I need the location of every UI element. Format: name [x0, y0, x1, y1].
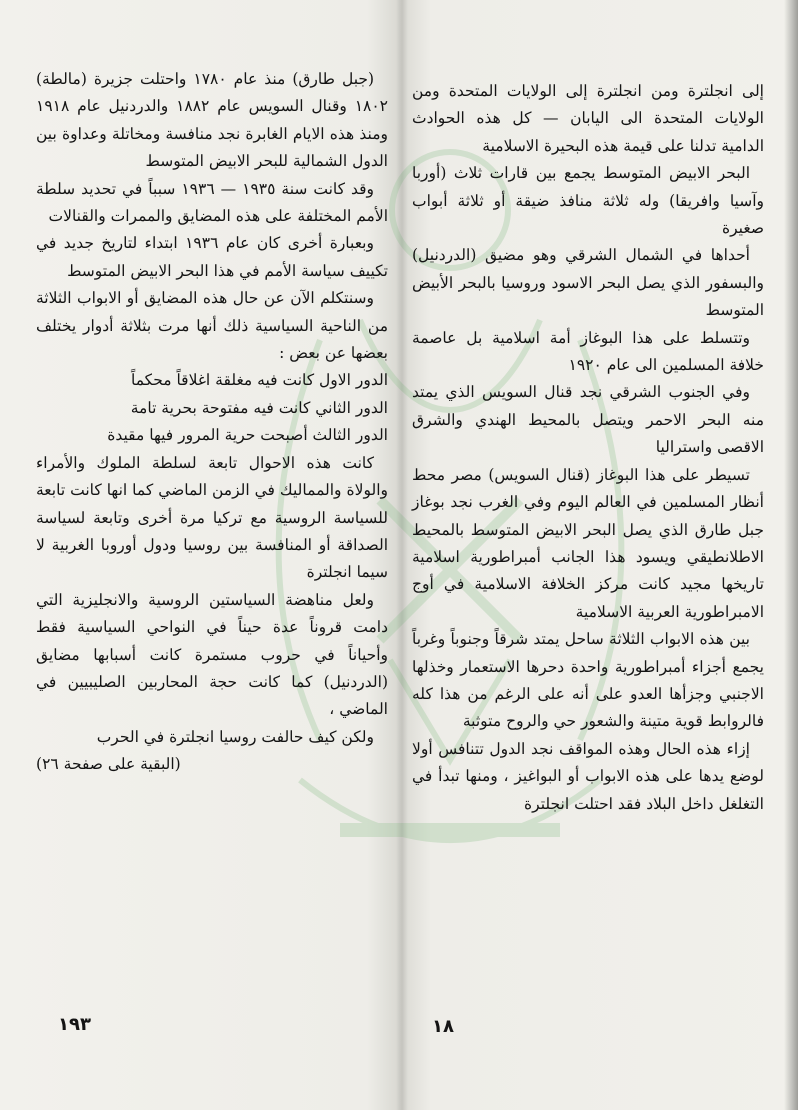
paragraph: وتتسلط على هذا البوغاز أمة اسلامية بل عاصمة خلافة المسلمين الى عام ١٩٢٠	[412, 328, 764, 375]
list-item: الدور الاول كانت فيه مغلقة اغلاقاً محكماً	[130, 371, 388, 390]
paragraph: أحداها في الشمال الشرقي وهو مضيق (الدردنيل) والبسفور الذي يصل البحر الاسود وروسيا بالبحر الأبيض المتوسط	[412, 246, 764, 320]
paragraph: تسيطر على هذا البوغاز (قنال السويس) مصر محط أنظار المسلمين في العالم اليوم وفي الغرب نجد بوغاز جبل طارق الذي يصل البحر الابيض المتوسط بالمحيط الاطلانطيقي ويسود هذا الجانب أمبراطورية اسلامية تاريخها مجيد كانت مركز الخلافة الاسلامية في أوج الامبراطورية العربية الاسلامية	[412, 465, 764, 621]
paragraph: ولكن كيف حالفت روسيا انجلترة في الحرب	[96, 727, 374, 746]
paragraph: البحر الابيض المتوسط يجمع بين قارات ثلاث (أوربا وآسيا وافريقا) وله ثلاثة منافذ ضيقة أو ثلاثة أبواب صغيرة	[412, 164, 764, 238]
list-item: الدور الثاني كانت فيه مفتوحة بحرية تامة	[130, 398, 388, 417]
list-item: الدور الثالث أصبحت حرية المرور فيها مقيدة	[107, 426, 388, 445]
paragraph: وبعبارة أخرى كان عام ١٩٣٦ ابتداء لتاريخ جديد في تكييف سياسة الأمم في هذا البحر الابيض المتوسط	[36, 234, 388, 280]
paragraph: كانت هذه الاحوال تابعة لسلطة الملوك والأمراء والولاة والمماليك في الزمن الماضي كما انها كانت تابعة للسياسة الروسية مع تركيا مرة أخرى وتابعة لسياسة الصداقة أو المنافسة بين روسيا ودول أوروبا الغربية لا سيما انجلترة	[36, 453, 388, 582]
page-edge-shadow	[784, 0, 798, 1110]
paragraph: إزاء هذه الحال وهذه المواقف نجد الدول تتنافس أولا لوضع يدها على هذه الابواب أو البواغيز ، ومنها تبدأ في التغلغل داخل البلاد فقد احتلت انجلترة	[412, 739, 764, 813]
paragraph: ولعل مناهضة السياستين الروسية والانجليزية التي دامت قروناً عدة حيناً في النواحي السياسية فقط وأحياناً في حروب مستمرة كانت أسبابها مضايق (الدردنيل) كما كانت حجة المحاربين الصليبيين في الماضي ،	[36, 590, 388, 719]
paragraph: (جبل طارق) منذ عام ١٧٨٠ واحتلت جزيرة (مالطة) ١٨٠٢ وقنال السويس عام ١٨٨٢ والدردنيل عام ١٩١٨ ومنذ هذه الايام الغابرة نجد منافسة ومخاتلة وعداوة بين الدول الشمالية للبحر الابيض المتوسط	[36, 70, 388, 171]
paragraph: وسنتكلم الآن عن حال هذه المضايق أو الابواب الثلاثة من الناحية السياسية ذلك أنها مرت بثلاثة أدوار يختلف بعضها عن بعض :	[36, 289, 388, 363]
continuation-note: (البقية على صفحة ٢٦)	[36, 755, 181, 774]
paragraph: إلى انجلترة ومن انجلترة إلى الولايات المتحدة ومن الولايات المتحدة الى اليابان — كل هذه الحوادث الدامية تدلنا على قيمة هذه البحيرة الاسلامية	[412, 82, 764, 155]
left-column	[36, 66, 388, 779]
page-number-right: ١٨	[432, 1016, 454, 1037]
page-number-left: ١٩٣	[58, 1014, 91, 1035]
paragraph: وفي الجنوب الشرقي نجد قنال السويس الذي يمتد منه البحر الاحمر ويتصل بالمحيط الهندي والشرق الاقصى واستراليا	[412, 383, 764, 457]
paragraph: وقد كانت سنة ١٩٣٥ — ١٩٣٦ سبباً في تحديد سلطة الأمم المختلفة على هذه المضايق والممرات والقنالات	[36, 179, 388, 226]
right-column	[412, 78, 764, 818]
page-fold	[396, 0, 408, 1110]
paragraph: بين هذه الابواب الثلاثة ساحل يمتد شرقاً وجنوباً وغرباً يجمع أجزاء أمبراطورية واحدة دحرها الاستعمار وخذلها الاجنبي وجزأها العدو على أنه على الرغم من هذا كله فالروابط قوية متينة والشعور حي والروح متوثبة	[412, 630, 764, 731]
